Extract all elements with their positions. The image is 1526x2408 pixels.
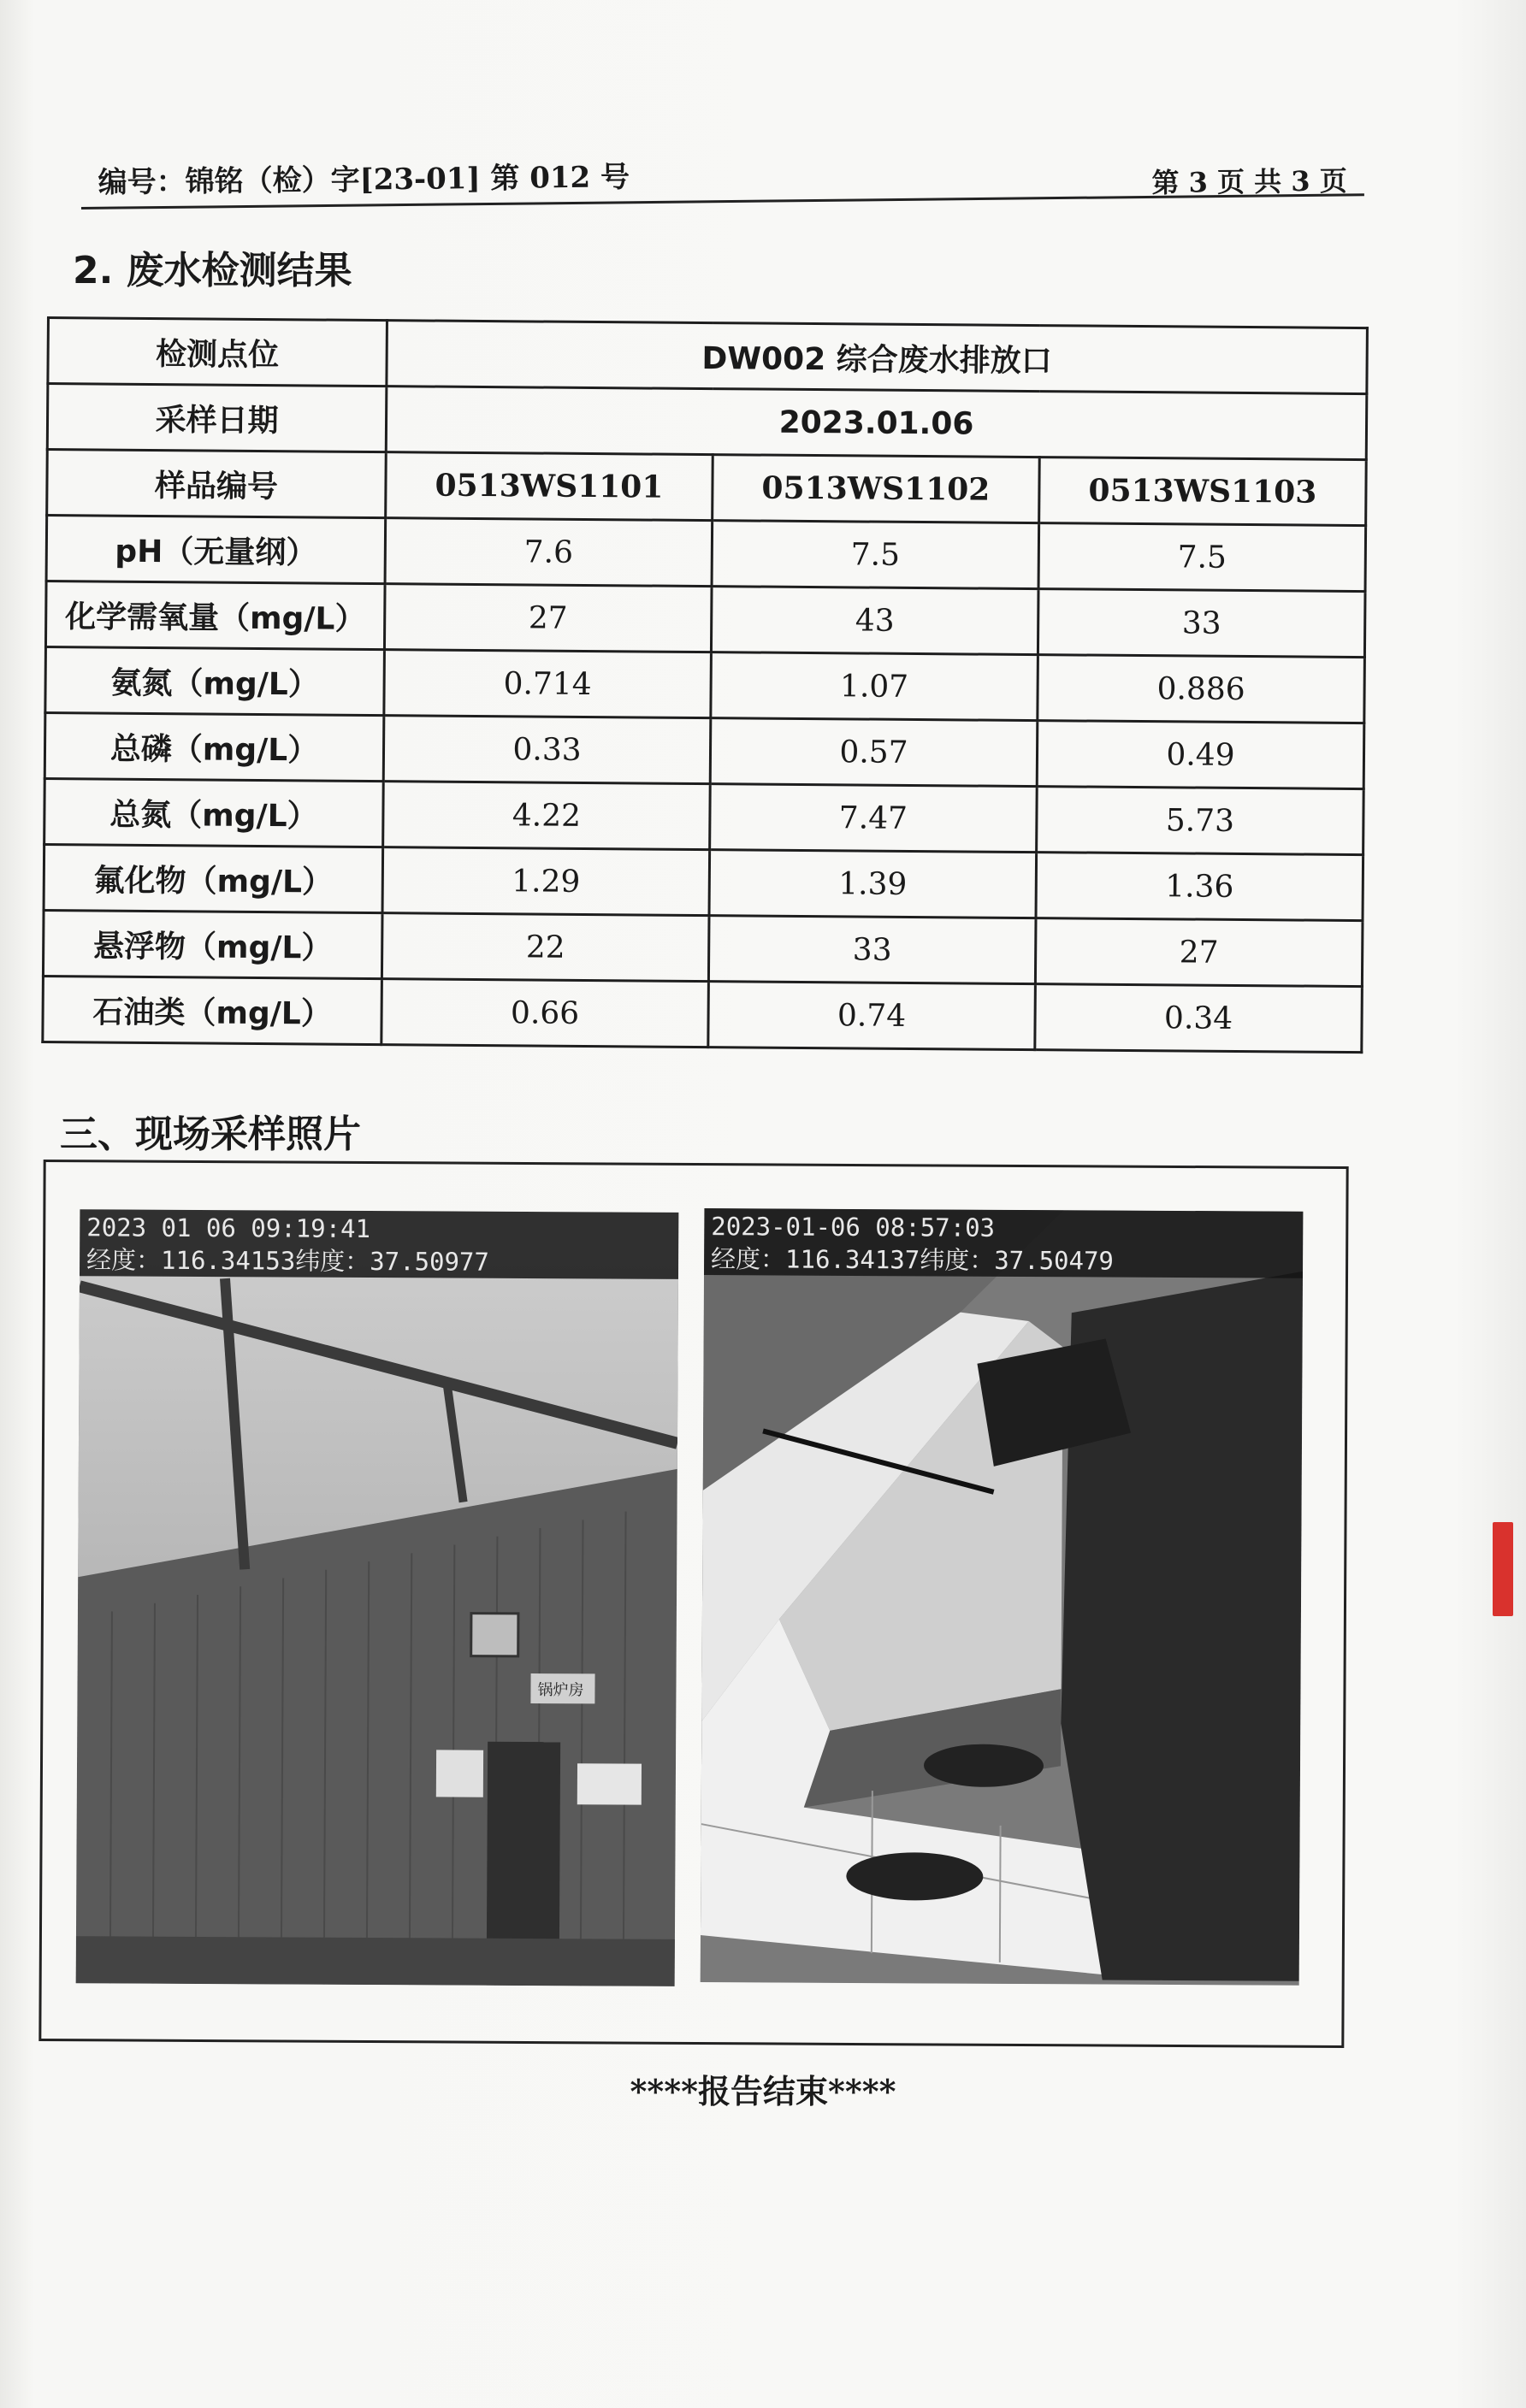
sampling-photo-image: [701, 1208, 1304, 1986]
table-cell: 27: [384, 584, 712, 652]
table-cell: 7.5: [1038, 523, 1366, 592]
photo-frame: [38, 1160, 1348, 2048]
site-photo-boiler-room: [76, 1209, 679, 1986]
photo-timestamp: 2023-01-06 08:57:03: [711, 1212, 996, 1242]
table-cell: 0.34: [1035, 984, 1363, 1053]
table-row: [44, 778, 1364, 854]
param-label: 总磷（mg/L）: [44, 712, 384, 781]
results-table: [41, 316, 1369, 1054]
table-row: [43, 910, 1363, 986]
table-cell: 27: [1035, 918, 1363, 987]
page-info: 第 3 页 共 3 页: [1151, 164, 1347, 199]
table-cell: 7.5: [712, 521, 1039, 589]
point-label: 检测点位: [48, 318, 387, 387]
param-label: 石油类（mg/L）: [43, 976, 382, 1044]
date-value: 2023.01.06: [386, 387, 1367, 460]
table-cell: 0.714: [384, 650, 712, 718]
site-photo-sampling: [701, 1208, 1304, 1986]
table-row: [44, 844, 1363, 920]
photo-timestamp: 2023 01 06 09:19:41: [86, 1213, 371, 1244]
page-header: [80, 132, 1364, 210]
param-label: 悬浮物（mg/L）: [43, 910, 382, 978]
photo-coordinates: 经度：116.34137纬度：37.50479: [711, 1244, 1115, 1276]
table-row: [44, 712, 1364, 788]
photo-stamp: [704, 1208, 1303, 1278]
table-cell: 1.39: [709, 850, 1037, 918]
table-cell: 33: [1038, 589, 1365, 658]
sample-id: 0513WS1101: [386, 452, 713, 521]
param-label: 氨氮（mg/L）: [45, 646, 385, 715]
table-cell: 7.6: [385, 518, 713, 587]
table-cell: 43: [711, 587, 1038, 655]
section-2-title: 2. 废水检测结果: [73, 249, 352, 292]
param-label: 化学需氧量（mg/L）: [45, 581, 385, 650]
report-end-marker: ****报告结束****: [630, 2072, 896, 2110]
section-3-title: 三、现场采样照片: [60, 1113, 361, 1156]
photo-stamp: [80, 1209, 678, 1279]
sample-id: 0513WS1102: [713, 455, 1040, 523]
table-row: [47, 384, 1367, 460]
table-row: [43, 976, 1363, 1052]
report-code: 编号：锦铭（检）字[23-01] 第 012 号: [98, 160, 630, 200]
table-cell: 1.07: [711, 652, 1038, 721]
boiler-room-photo-image: [76, 1209, 679, 1986]
table-cell: 1.29: [382, 847, 710, 916]
table-cell: 0.66: [382, 979, 709, 1048]
sample-label: 样品编号: [47, 450, 387, 518]
param-label: 总氮（mg/L）: [44, 778, 384, 847]
table-cell: 0.74: [708, 982, 1036, 1050]
sample-id: 0513WS1103: [1039, 457, 1367, 526]
table-cell: 0.886: [1038, 655, 1365, 723]
table-cell: 5.73: [1037, 787, 1364, 855]
table-cell: 7.47: [710, 784, 1038, 853]
seal-edge-mark: [1493, 1522, 1513, 1616]
boiler-room-sign: 锅炉房: [537, 1681, 584, 1700]
date-label: 采样日期: [47, 384, 387, 452]
table-row: [46, 516, 1366, 592]
table-cell: 1.36: [1036, 853, 1363, 921]
point-value: DW002 综合废水排放口: [387, 321, 1368, 394]
table-cell: 0.57: [710, 718, 1038, 787]
param-label: 氟化物（mg/L）: [44, 844, 383, 912]
photo-coordinates: 经度：116.34153纬度：37.50977: [86, 1245, 489, 1277]
table-row: [45, 581, 1365, 658]
table-cell: 0.49: [1037, 721, 1364, 789]
table-row: [45, 646, 1365, 723]
table-cell: 4.22: [383, 782, 711, 850]
table-cell: 22: [382, 913, 709, 982]
table-cell: 33: [708, 916, 1036, 984]
param-label: pH（无量纲）: [46, 516, 386, 584]
table-row: [47, 450, 1367, 526]
table-cell: 0.33: [383, 716, 711, 784]
table-row: [48, 318, 1368, 394]
